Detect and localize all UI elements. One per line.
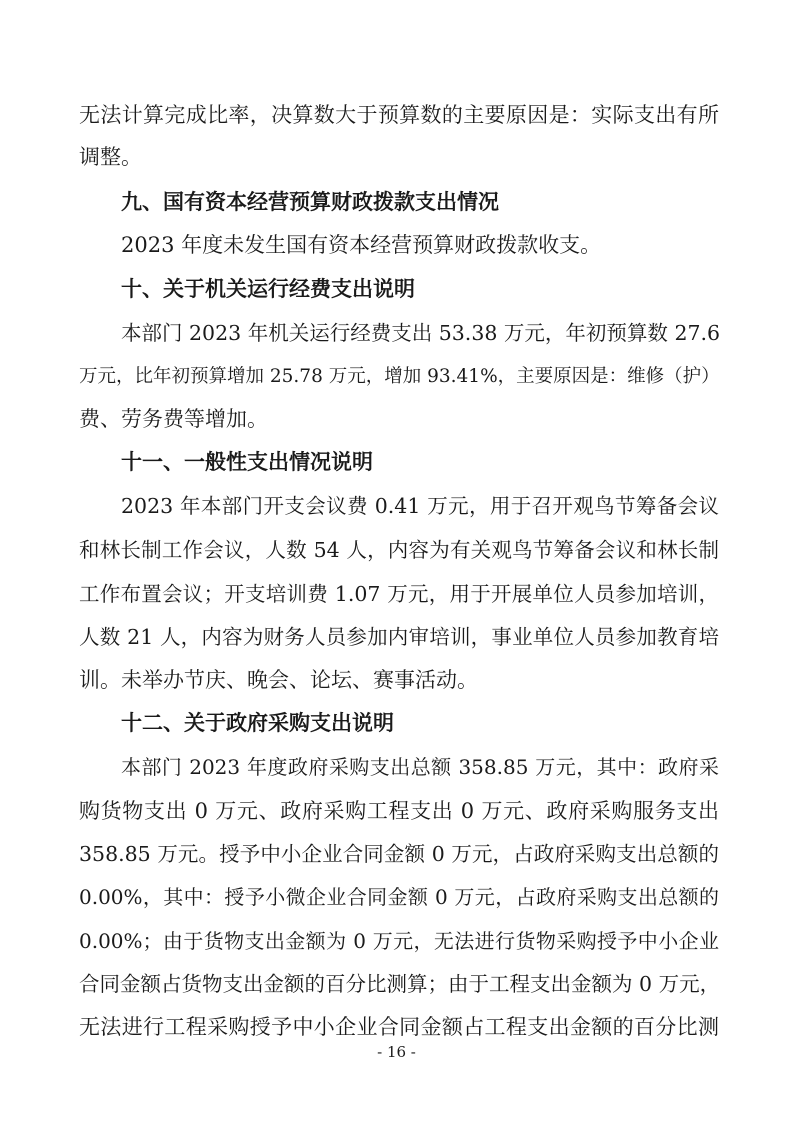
page-number: - 16 - bbox=[377, 1043, 416, 1061]
body-text-line: 训。未举办节庆、晚会、论坛、赛事活动。 bbox=[79, 668, 478, 692]
body-text-line: 万元，比年初预算增加 25.78 万元，增加 93.41%，主要原因是：维修（护） bbox=[79, 366, 720, 387]
body-text-line: 本部门 2023 年度政府采购支出总额 358.85 万元，其中：政府采 bbox=[121, 755, 719, 779]
section-heading: 十、关于机关运行经费支出说明 bbox=[121, 277, 415, 301]
body-text-line: 无法计算完成比率，决算数大于预算数的主要原因是：实际支出有所 bbox=[79, 103, 719, 127]
body-text-line: 本部门 2023 年机关运行经费支出 53.38 万元，年初预算数 27.6 bbox=[121, 321, 721, 345]
body-text-line: 0.00%，其中：授予小微企业合同金额 0 万元，占政府采购支出总额的 bbox=[79, 885, 719, 909]
body-text-line: 调整。 bbox=[79, 145, 142, 169]
body-text-line: 人数 21 人，内容为财务人员参加内审培训，事业单位人员参加教育培 bbox=[79, 625, 719, 649]
section-heading: 九、国有资本经营预算财政拨款支出情况 bbox=[121, 190, 499, 214]
body-text-line: 无法进行工程采购授予中小企业合同金额占工程支出金额的百分比测 bbox=[79, 1015, 719, 1039]
body-text-line: 358.85 万元。授予中小企业合同金额 0 万元，占政府采购支出总额的 bbox=[79, 842, 719, 866]
section-heading: 十二、关于政府采购支出说明 bbox=[121, 711, 394, 735]
section-heading: 十一、一般性支出情况说明 bbox=[121, 450, 373, 474]
body-text-line: 合同金额占货物支出金额的百分比测算；由于工程支出金额为 0 万元， bbox=[79, 972, 721, 996]
body-text-line: 和林长制工作会议，人数 54 人，内容为有关观鸟节筹备会议和林长制 bbox=[79, 538, 719, 562]
body-text-line: 购货物支出 0 万元、政府采购工程支出 0 万元、政府采购服务支出 bbox=[79, 799, 719, 823]
body-text-line: 2023 年度未发生国有资本经营预算财政拨款收支。 bbox=[121, 233, 602, 257]
body-text-line: 0.00%；由于货物支出金额为 0 万元，无法进行货物采购授予中小企业 bbox=[79, 929, 719, 953]
body-text-line: 2023 年本部门开支会议费 0.41 万元，用于召开观鸟节筹备会议 bbox=[121, 494, 719, 518]
body-text-line: 工作布置会议；开支培训费 1.07 万元，用于开展单位人员参加培训， bbox=[79, 582, 719, 606]
body-text-line: 费、劳务费等增加。 bbox=[79, 407, 268, 431]
